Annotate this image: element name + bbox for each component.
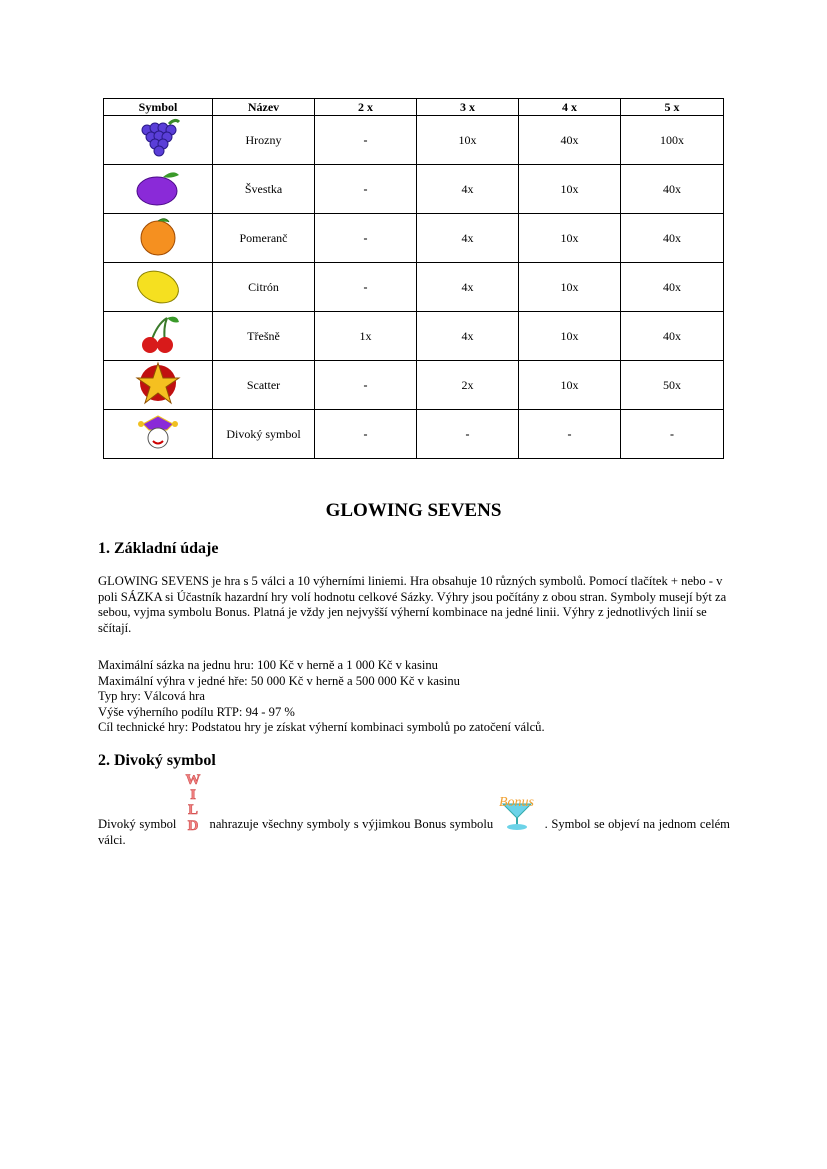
payout-cell: 100x xyxy=(621,116,724,165)
column-header: 3 x xyxy=(417,99,519,116)
svg-text:I: I xyxy=(190,787,196,803)
wild-text-3: . Symbol se objeví na jednom celém válci. xyxy=(98,817,730,847)
game-type-line: Typ hry: Válcová hra xyxy=(98,689,205,703)
game-goal-line: Cíl technické hry: Podstatou hry je získat výherní kombinaci symbolů po zatočení válců. xyxy=(98,720,545,734)
wild-paragraph xyxy=(98,770,730,848)
column-header: 2 x xyxy=(315,99,417,116)
table-row xyxy=(104,214,724,263)
svg-text:Bonus: Bonus xyxy=(499,795,535,810)
column-header: 5 x xyxy=(621,99,724,116)
payout-cell: 1x xyxy=(315,312,417,361)
symbol-name: Scatter xyxy=(213,361,315,410)
payout-cell: 40x xyxy=(621,263,724,312)
max-win-line: Maximální výhra v jedné hře: 50 000 Kč v herně a 500 000 Kč v kasinu xyxy=(98,673,460,688)
section-heading-basic-info: 1. Základní údaje xyxy=(98,540,219,557)
payout-cell: - xyxy=(417,410,519,459)
payout-cell: - xyxy=(315,165,417,214)
max-bet-line: Maximální sázka na jednu hru: 100 Kč v herně a 1 000 Kč v kasinu xyxy=(98,658,438,672)
basic-info-lines xyxy=(98,658,730,736)
symbol-cell xyxy=(104,214,213,263)
svg-text:L: L xyxy=(187,802,198,818)
payout-cell: 10x xyxy=(519,312,621,361)
symbol-cell xyxy=(104,116,213,165)
wild-text-1: Divoký symbol xyxy=(98,817,177,831)
payout-cell: 4x xyxy=(417,312,519,361)
payout-cell: - xyxy=(315,410,417,459)
payout-cell: - xyxy=(315,116,417,165)
paytable xyxy=(103,98,724,459)
table-row xyxy=(104,116,724,165)
lemon-icon xyxy=(133,296,183,310)
star-icon xyxy=(133,394,183,408)
symbol-name: Citrón xyxy=(213,263,315,312)
payout-cell: 40x xyxy=(519,116,621,165)
table-row xyxy=(104,165,724,214)
payout-cell: 50x xyxy=(621,361,724,410)
payout-cell: 4x xyxy=(417,263,519,312)
basic-info-paragraph: GLOWING SEVENS je hra s 5 válci a 10 výherními liniemi. Hra obsahuje 10 různých symbolů. Pomocí tlačítek + nebo - v poli SÁZKA si Účastník hazardní hry volí hodnotu celkové Sázky. Výhry jsou počítány z obou stran. Symboly musejí být za sebou, vyjma symbolu Bonus. Platná je vždy jen nejvyšší výherní kombinace na jedné linii. Výhry z jednotlivých linií se sčítají. xyxy=(98,574,727,635)
payout-cell: 10x xyxy=(519,361,621,410)
payout-cell: 10x xyxy=(417,116,519,165)
payout-cell: 4x xyxy=(417,165,519,214)
jester-icon xyxy=(133,443,183,457)
symbol-name: Švestka xyxy=(213,165,315,214)
payout-cell: - xyxy=(315,361,417,410)
column-header: 4 x xyxy=(519,99,621,116)
symbol-cell xyxy=(104,361,213,410)
payout-cell: 4x xyxy=(417,214,519,263)
symbol-name: Pomeranč xyxy=(213,214,315,263)
symbol-cell xyxy=(104,263,213,312)
symbol-cell xyxy=(104,165,213,214)
table-row xyxy=(104,263,724,312)
svg-text:W: W xyxy=(185,772,201,788)
bonus-logo-icon xyxy=(493,792,541,832)
orange-icon xyxy=(133,247,183,261)
payout-cell: 10x xyxy=(519,165,621,214)
payout-cell: 40x xyxy=(621,214,724,263)
payout-cell: - xyxy=(519,410,621,459)
table-row xyxy=(104,312,724,361)
grapes-icon xyxy=(133,149,183,163)
symbol-cell xyxy=(104,312,213,361)
symbol-name: Třešně xyxy=(213,312,315,361)
payout-cell: 10x xyxy=(519,263,621,312)
wild-text-2: nahrazuje všechny symboly s výjimkou Bonus symbolu xyxy=(209,817,494,831)
payout-cell: 40x xyxy=(621,312,724,361)
table-row xyxy=(104,361,724,410)
cherry-icon xyxy=(133,345,183,359)
wild-logo-icon xyxy=(184,770,202,832)
symbol-name: Divoký symbol xyxy=(213,410,315,459)
game-title: GLOWING SEVENS xyxy=(325,500,502,521)
symbol-name: Hrozny xyxy=(213,116,315,165)
payout-cell: - xyxy=(315,214,417,263)
section-heading-wild: 2. Divoký symbol xyxy=(98,752,216,769)
column-header: Symbol xyxy=(104,99,213,116)
payout-cell: 2x xyxy=(417,361,519,410)
payout-cell: 10x xyxy=(519,214,621,263)
plum-icon xyxy=(133,198,183,212)
column-header: Název xyxy=(213,99,315,116)
payout-cell: - xyxy=(621,410,724,459)
payout-cell: - xyxy=(315,263,417,312)
payout-cell: 40x xyxy=(621,165,724,214)
table-row xyxy=(104,410,724,459)
svg-text:D: D xyxy=(187,818,199,832)
rtp-line: Výše výherního podílu RTP: 94 - 97 % xyxy=(98,704,295,719)
symbol-cell xyxy=(104,410,213,459)
